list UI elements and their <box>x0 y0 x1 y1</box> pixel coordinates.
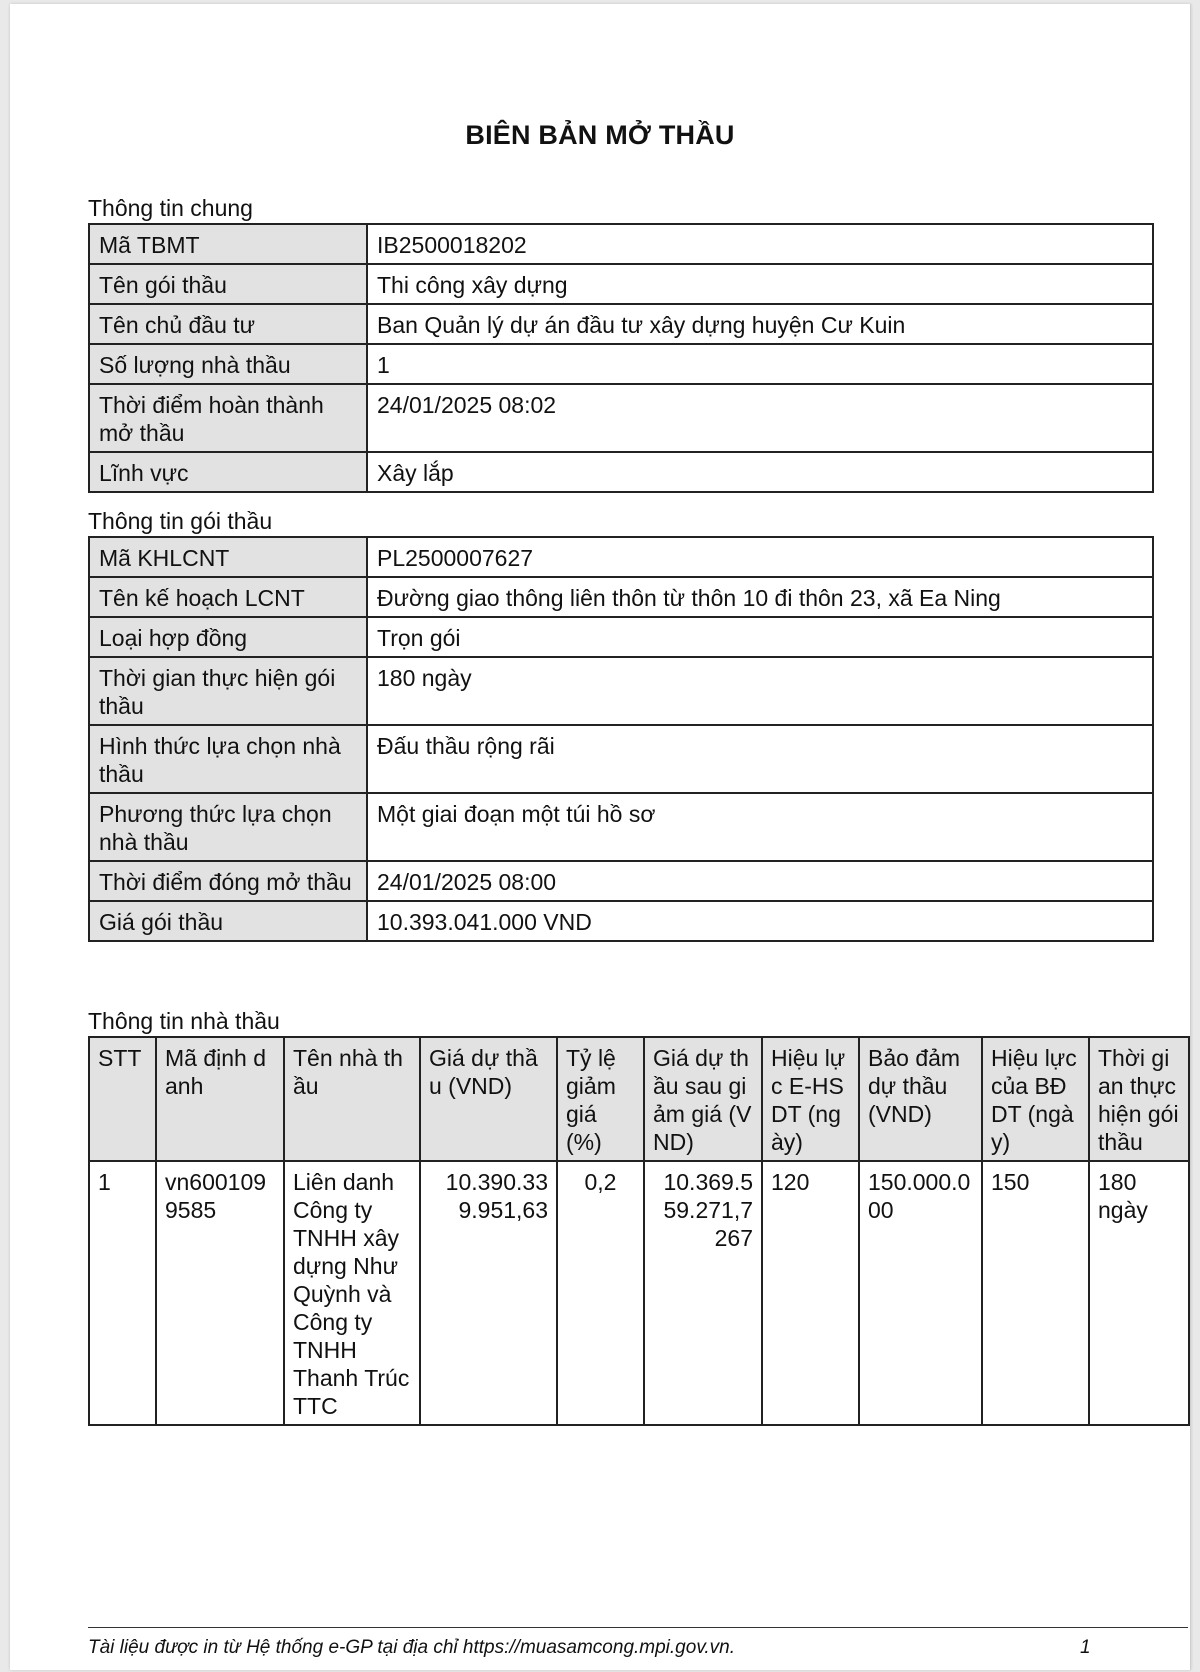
table-row <box>89 657 1153 725</box>
field-label: Giá gói thầu <box>89 901 367 941</box>
field-value: 24/01/2025 08:02 <box>367 384 1153 452</box>
column-header: STT <box>89 1037 156 1161</box>
table-row <box>89 344 1153 384</box>
bidder-name: Liên danh Công ty TNHH xây dựng Như Quỳnh và Công ty TNHH Thanh Trúc TTC <box>284 1161 420 1425</box>
field-label: Thời điểm hoàn thành mở thầu <box>89 384 367 452</box>
bid-validity: 120 <box>762 1161 859 1425</box>
field-value: 1 <box>367 344 1153 384</box>
table-row <box>89 861 1153 901</box>
general-info-table <box>88 223 1154 493</box>
field-value: IB2500018202 <box>367 224 1153 264</box>
price-after-discount: 10.369.559.271,7267 <box>644 1161 762 1425</box>
table-row <box>89 901 1153 941</box>
execution-duration: 180 ngày <box>1089 1161 1189 1425</box>
field-value: Trọn gói <box>367 617 1153 657</box>
table-row <box>89 264 1153 304</box>
discount-rate: 0,2 <box>557 1161 644 1425</box>
field-label: Phương thức lựa chọn nhà thầu <box>89 793 367 861</box>
field-label: Mã TBMT <box>89 224 367 264</box>
column-header: Giá dự thầu sau giảm giá (VND) <box>644 1037 762 1161</box>
column-header: Hiệu lực của BĐ DT (ngày) <box>982 1037 1089 1161</box>
bid-guarantee: 150.000.000 <box>859 1161 982 1425</box>
table-row <box>89 452 1153 492</box>
field-value: Đấu thầu rộng rãi <box>367 725 1153 793</box>
footer-source-note: Tài liệu được in từ Hệ thống e-GP tại địa chỉ https://muasamcong.mpi.gov.vn. <box>88 1637 736 1658</box>
field-value: 24/01/2025 08:00 <box>367 861 1153 901</box>
column-header: Thời gian thực hiện gói thầu <box>1089 1037 1189 1161</box>
bidder-info-heading: Thông tin nhà thầu <box>88 1008 280 1034</box>
table-row <box>89 793 1153 861</box>
field-value: Ban Quản lý dự án đầu tư xây dựng huyện Cư Kuin <box>367 304 1153 344</box>
field-value: PL2500007627 <box>367 537 1153 577</box>
field-value: 180 ngày <box>367 657 1153 725</box>
field-value: Đường giao thông liên thôn từ thôn 10 đi thôn 23, xã Ea Ning <box>367 577 1153 617</box>
table-header-row <box>89 1037 1189 1161</box>
column-header: Tỷ lệ giảm giá (%) <box>557 1037 644 1161</box>
package-info-heading: Thông tin gói thầu <box>88 508 273 534</box>
document-title: BIÊN BẢN MỞ THẦU <box>465 120 735 150</box>
field-label: Mã KHLCNT <box>89 537 367 577</box>
bidder-stt: 1 <box>89 1161 156 1425</box>
table-row <box>89 537 1153 577</box>
column-header: Hiệu lực E-HSDT (ngày) <box>762 1037 859 1161</box>
field-label: Thời gian thực hiện gói thầu <box>89 657 367 725</box>
table-row <box>89 224 1153 264</box>
field-value: Một giai đoạn một túi hồ sơ <box>367 793 1153 861</box>
field-label: Tên kế hoạch LCNT <box>89 577 367 617</box>
bid-price: 10.390.339.951,63 <box>420 1161 557 1425</box>
column-header: Bảo đảm dự thầu (VND) <box>859 1037 982 1161</box>
column-header: Tên nhà thầu <box>284 1037 420 1161</box>
page-number: 1 <box>1080 1637 1091 1658</box>
guarantee-validity: 150 <box>982 1161 1089 1425</box>
field-label: Thời điểm đóng mở thầu <box>89 861 367 901</box>
bidder-id: vn6001099585 <box>156 1161 284 1425</box>
package-info-table <box>88 536 1154 942</box>
field-label: Số lượng nhà thầu <box>89 344 367 384</box>
field-label: Tên chủ đầu tư <box>89 304 367 344</box>
field-label: Tên gói thầu <box>89 264 367 304</box>
general-info-heading: Thông tin chung <box>88 195 253 221</box>
bidder-table <box>88 1036 1190 1426</box>
footer-divider <box>88 1627 1188 1628</box>
table-row <box>89 617 1153 657</box>
column-header: Mã định danh <box>156 1037 284 1161</box>
table-row <box>89 304 1153 344</box>
table-row <box>89 725 1153 793</box>
field-value: Xây lắp <box>367 452 1153 492</box>
table-row <box>89 384 1153 452</box>
column-header: Giá dự thầu (VND) <box>420 1037 557 1161</box>
table-row <box>89 1161 1189 1425</box>
field-label: Lĩnh vực <box>89 452 367 492</box>
field-label: Loại hợp đồng <box>89 617 367 657</box>
table-row <box>89 577 1153 617</box>
field-value: Thi công xây dựng <box>367 264 1153 304</box>
field-value: 10.393.041.000 VND <box>367 901 1153 941</box>
field-label: Hình thức lựa chọn nhà thầu <box>89 725 367 793</box>
